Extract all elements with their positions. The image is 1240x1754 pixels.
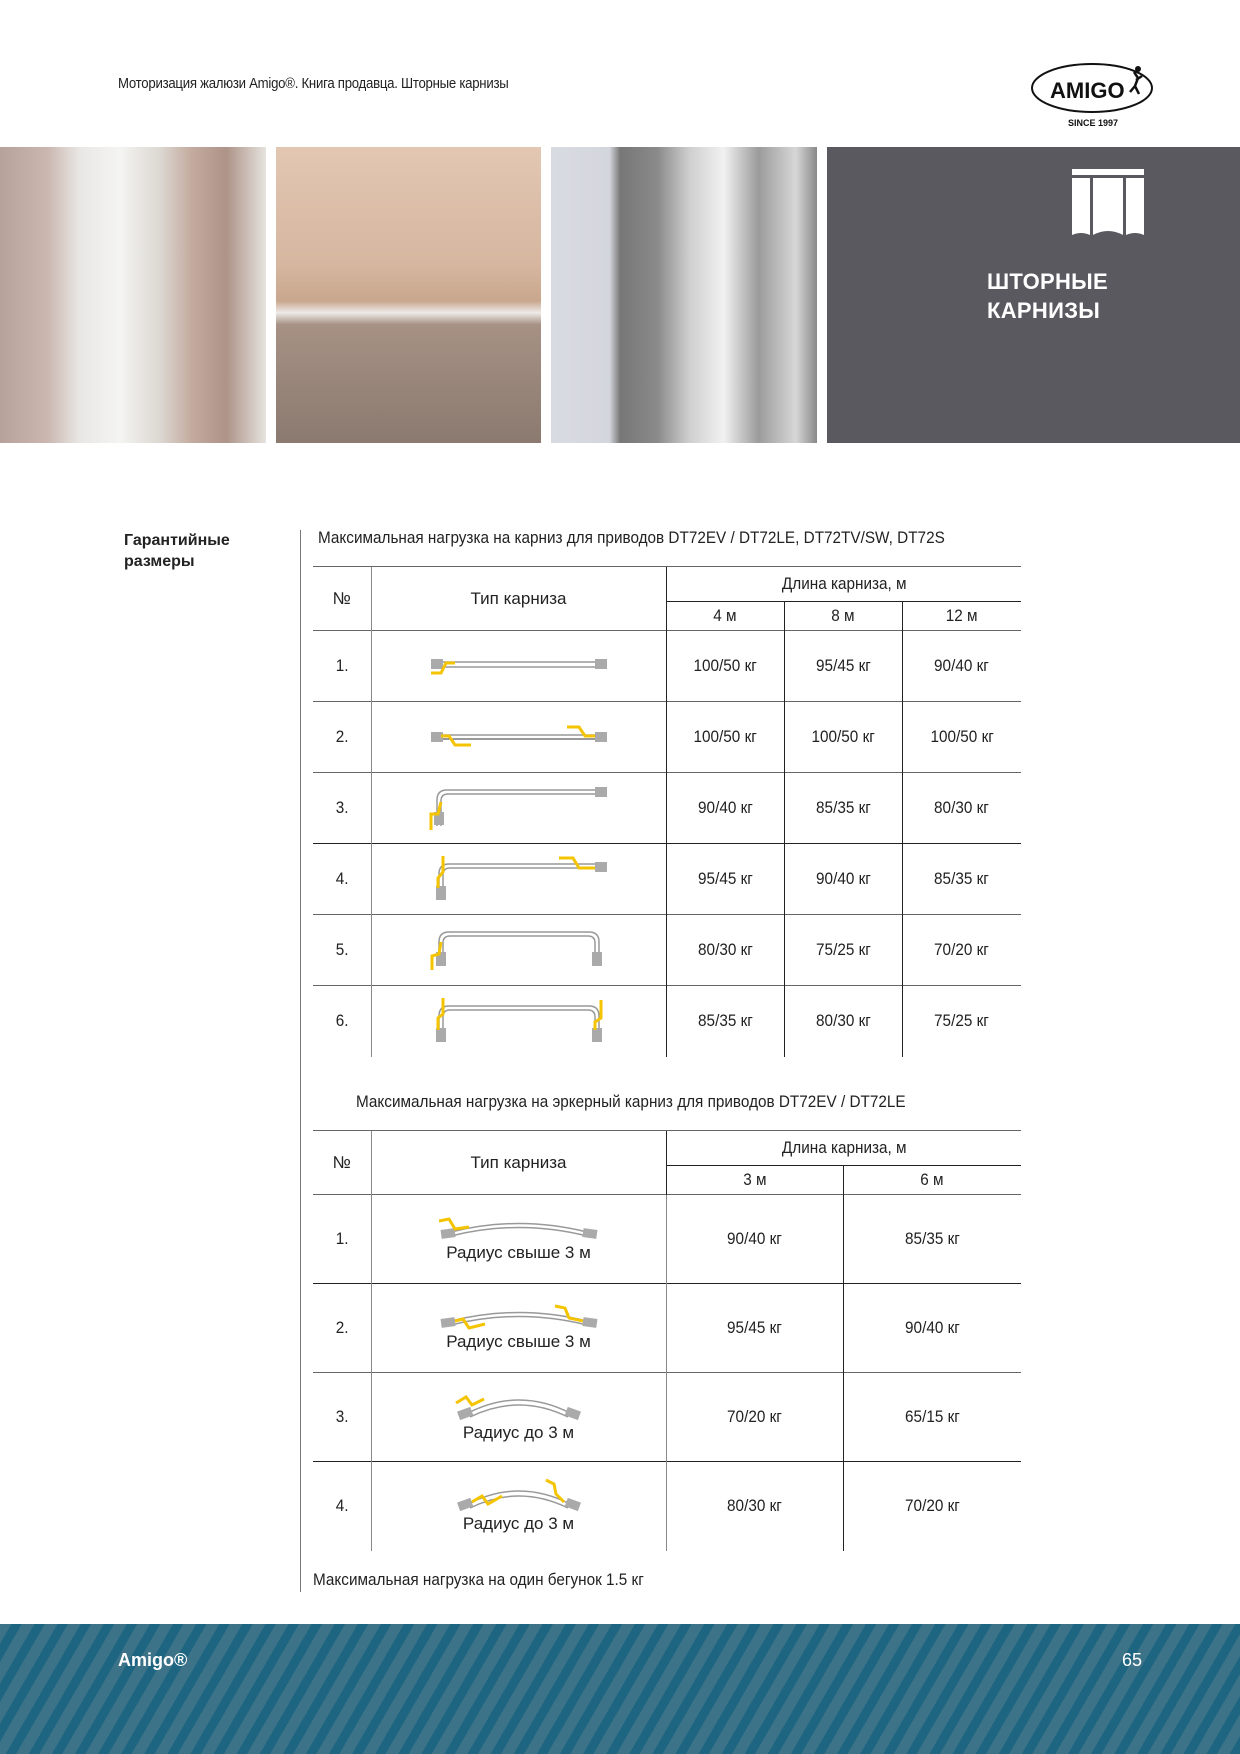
load-value: 100/50 кг (902, 702, 1021, 773)
straight-rod-single-left-icon (371, 631, 666, 702)
col-header-length-3m: 3 м (666, 1166, 843, 1195)
row-number: 4. (313, 1462, 371, 1551)
load-value: 95/45 кг (784, 631, 902, 702)
page-number: 65 (1122, 1650, 1143, 1670)
table-row (313, 844, 1021, 915)
load-value: 70/20 кг (902, 915, 1021, 986)
load-value: 65/15 кг (843, 1373, 1021, 1462)
load-value: 75/25 кг (902, 986, 1021, 1057)
table-row (313, 986, 1021, 1057)
load-value: 90/40 кг (843, 1284, 1021, 1373)
load-value: 100/50 кг (666, 702, 784, 773)
document-header-title: Моторизация жалюзи Amigo®. Книга продавца. Шторные карнизы (118, 75, 509, 92)
load-value: 80/30 кг (666, 915, 784, 986)
section-label-line1: Гарантийные (124, 532, 230, 549)
curtain-icon (1072, 169, 1144, 239)
bay-rod-wide-single-icon (439, 1215, 599, 1241)
table-row (313, 1195, 1021, 1284)
col-header-length-12m: 12 м (902, 602, 1021, 631)
u-shaped-rod-single-icon (371, 915, 666, 986)
load-value: 80/30 кг (666, 1462, 843, 1551)
row-number: 6. (313, 986, 371, 1057)
col-header-length-4m: 4 м (666, 602, 784, 631)
table-row (313, 702, 1021, 773)
table-row (313, 915, 1021, 986)
col-header-type: Тип карниза (371, 1131, 666, 1195)
straight-rod-double-icon (371, 702, 666, 773)
load-table-bay (313, 1130, 1021, 1551)
col-header-no: № (313, 1131, 371, 1195)
table-row (313, 1462, 1021, 1551)
row-number: 3. (313, 773, 371, 844)
table-row (313, 773, 1021, 844)
row-number: 2. (313, 1284, 371, 1373)
load-value: 85/35 кг (843, 1195, 1021, 1284)
curtain-motor-closeup-photo (276, 147, 541, 443)
bay-rod-tight-double-icon (454, 1478, 584, 1512)
bay-radius-caption: Радиус свыше 3 м (446, 1243, 591, 1262)
load-value: 80/30 кг (784, 986, 902, 1057)
category-title-line1: ШТОРНЫЕ (987, 269, 1108, 294)
load-table-straight (313, 566, 1021, 1057)
load-value: 70/20 кг (666, 1373, 843, 1462)
col-header-type: Тип карниза (371, 567, 666, 631)
amigo-logo-icon (1030, 58, 1156, 130)
section-label-line2: размеры (124, 553, 195, 570)
category-title-line2: КАРНИЗЫ (987, 298, 1101, 323)
bay-radius-caption: Радиус свыше 3 м (446, 1332, 591, 1351)
load-value: 90/40 кг (666, 1195, 843, 1284)
load-value: 100/50 кг (784, 702, 902, 773)
col-header-length: Длина карниза, м (666, 1131, 1021, 1166)
row-number: 3. (313, 1373, 371, 1462)
load-value: 95/45 кг (666, 1284, 843, 1373)
table-row (313, 631, 1021, 702)
section-label (124, 530, 230, 572)
load-value: 85/35 кг (666, 986, 784, 1057)
row-number: 5. (313, 915, 371, 986)
load-value: 80/30 кг (902, 773, 1021, 844)
row-number: 4. (313, 844, 371, 915)
category-title (987, 267, 1237, 325)
curtains-bedroom-photo (0, 147, 266, 443)
bay-radius-caption: Радиус до 3 м (462, 1423, 575, 1442)
row-number: 1. (313, 631, 371, 702)
section-divider (300, 530, 301, 1592)
load-value: 90/40 кг (902, 631, 1021, 702)
row-number: 2. (313, 702, 371, 773)
bay-radius-caption: Радиус до 3 м (462, 1514, 575, 1534)
col-header-no: № (313, 567, 371, 631)
table2-caption: Максимальная нагрузка на эркерный карниз для приводов DT72EV / DT72LE (356, 1092, 906, 1111)
u-shaped-rod-double-icon (371, 986, 666, 1057)
load-value: 75/25 кг (784, 915, 902, 986)
load-value: 90/40 кг (666, 773, 784, 844)
l-shaped-rod-single-icon (371, 773, 666, 844)
grey-sheer-curtains-photo (551, 147, 817, 443)
col-header-length-8m: 8 м (784, 602, 902, 631)
table-row (313, 1284, 1021, 1373)
bay-rod-tight-single-icon (454, 1391, 584, 1421)
load-value: 70/20 кг (843, 1462, 1021, 1551)
page-footer (0, 1624, 1240, 1754)
bay-rod-wide-double-icon (439, 1304, 599, 1330)
l-shaped-rod-double-icon (371, 844, 666, 915)
load-value: 90/40 кг (784, 844, 902, 915)
col-header-length: Длина карниза, м (666, 567, 1021, 602)
load-value: 100/50 кг (666, 631, 784, 702)
load-value: 95/45 кг (666, 844, 784, 915)
category-panel (827, 147, 1240, 443)
logo-tagline: SINCE 1997 (1068, 118, 1119, 128)
table1-caption: Максимальная нагрузка на карниз для приводов DT72EV / DT72LE, DT72TV/SW, DT72S (318, 528, 945, 547)
table-row (313, 1373, 1021, 1462)
runner-load-footnote: Максимальная нагрузка на один бегунок 1.5 кг (313, 1570, 644, 1589)
load-value: 85/35 кг (784, 773, 902, 844)
load-value: 85/35 кг (902, 844, 1021, 915)
footer-brand: Amigo® (118, 1650, 188, 1670)
col-header-length-6m: 6 м (843, 1166, 1021, 1195)
row-number: 1. (313, 1195, 371, 1284)
svg-text:AMIGO: AMIGO (1050, 78, 1125, 103)
